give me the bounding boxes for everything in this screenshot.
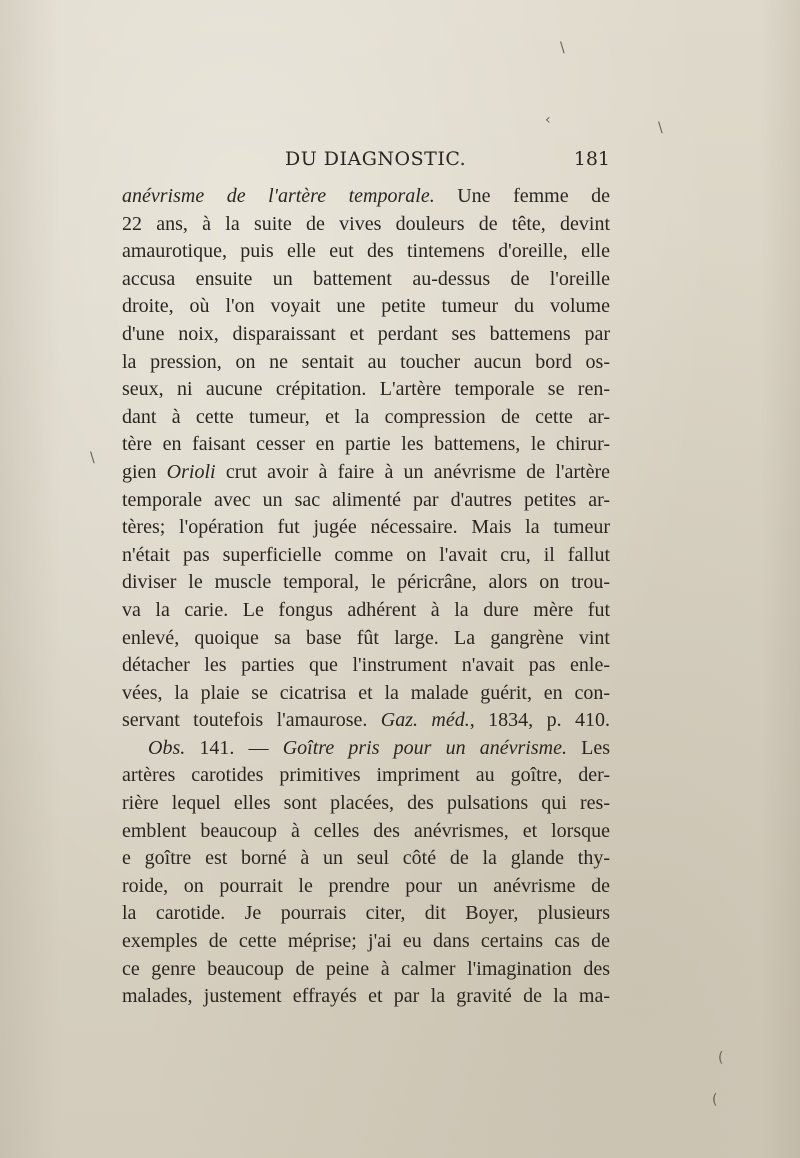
text-line: 22 ans, à la suite de vives douleurs de tête, devint xyxy=(122,212,610,235)
paper-speck: \ xyxy=(90,450,95,466)
paper-speck: ( xyxy=(718,1050,724,1066)
text-line: vées, la plaie se cicatrisa et la malade guérit, en con- xyxy=(122,681,610,704)
text-line: emblent beaucoup à celles des anévrismes, et lorsque xyxy=(122,819,610,842)
text-line: accusa ensuite un battement au-dessus de l'oreille xyxy=(122,267,610,290)
text-line: dant à cette tumeur, et la compression de cette ar- xyxy=(122,405,610,428)
text-line: e goître est borné à un seul côté de la glande thy- xyxy=(122,847,610,870)
text-line: la carotide. Je pourrais citer, dit Boyer, plusieurs xyxy=(122,902,610,925)
running-head-title: DU DIAGNOSTIC. xyxy=(285,148,467,170)
body-text xyxy=(122,183,610,1011)
text-line: ce genre beaucoup de peine à calmer l'imagination des xyxy=(122,957,610,980)
italic-phrase: anévrisme de l'artère temporale. xyxy=(122,185,435,207)
text-line: artères carotides primitives impriment au goître, der- xyxy=(122,764,610,787)
text-line: d'une noix, disparaissant et perdant ses battemens par xyxy=(122,322,610,345)
text-line: tères; l'opération fut jugée nécessaire. Mais la tumeur xyxy=(122,516,610,539)
text-line: seux, ni aucune crépitation. L'artère temporale se ren- xyxy=(122,378,610,401)
italic-section-title: Goître pris pour un anévrisme. xyxy=(282,736,567,759)
text-line: droite, où l'on voyait une petite tumeur du volume xyxy=(122,295,610,318)
text-span: crut avoir à faire à un anévrisme de l'artère xyxy=(215,460,610,483)
text-span: 141. — xyxy=(185,736,283,759)
text-line: tère en faisant cesser en partie les battemens, le chirur- xyxy=(122,433,610,456)
page-edge-shadow-right xyxy=(760,0,800,1158)
text-line: temporale avec un sac alimenté par d'autres petites ar- xyxy=(122,488,610,511)
text-span: Les xyxy=(566,736,611,759)
page-edge-shadow-left xyxy=(0,0,60,1158)
text-span: , 1834, p. 410. xyxy=(469,709,610,732)
paper-speck: \ xyxy=(658,120,663,136)
text-line: enlevé, quoique sa base fût large. La gangrène vint xyxy=(122,626,610,649)
text-line: malades, justement effrayés et par la gravité de la ma- xyxy=(122,985,610,1008)
text-line: rière lequel elles sont placées, des pulsations qui res- xyxy=(122,792,610,815)
running-head xyxy=(122,148,610,178)
text-span: servant toutefois l'amaurose. xyxy=(122,709,381,732)
text-line: n'était pas superficielle comme on l'avait cru, il fallut xyxy=(122,543,610,566)
text-line: détacher les parties que l'instrument n'avait pas enle- xyxy=(122,654,610,677)
text-line: va la carie. Le fongus adhérent à la dure mère fut xyxy=(122,598,610,621)
paper-speck: \ xyxy=(560,40,565,56)
italic-name: Orioli xyxy=(166,460,216,483)
paper-speck: ‹ xyxy=(545,112,551,128)
text-line: exemples de cette méprise; j'ai eu dans certains cas de xyxy=(122,930,610,953)
paper-speck: ( xyxy=(712,1092,718,1108)
text-span: gien xyxy=(122,460,167,483)
text-line: amaurotique, puis elle eut des tintemens d'oreille, elle xyxy=(122,240,610,263)
italic-obs: Obs. xyxy=(148,736,186,759)
text-line xyxy=(122,183,610,211)
text-line: roide, on pourrait le prendre pour un anévrisme de xyxy=(122,874,610,897)
italic-citation: Gaz. méd. xyxy=(380,709,470,732)
page-number: 181 xyxy=(573,148,610,170)
text-line xyxy=(122,707,610,735)
text-line: la pression, on ne sentait au toucher aucun bord os- xyxy=(122,350,610,373)
text-span: Une femme de xyxy=(434,185,610,207)
text-line xyxy=(122,735,610,763)
text-line xyxy=(122,459,610,487)
text-line: diviser le muscle temporal, le péricrâne, alors on trou- xyxy=(122,571,610,594)
